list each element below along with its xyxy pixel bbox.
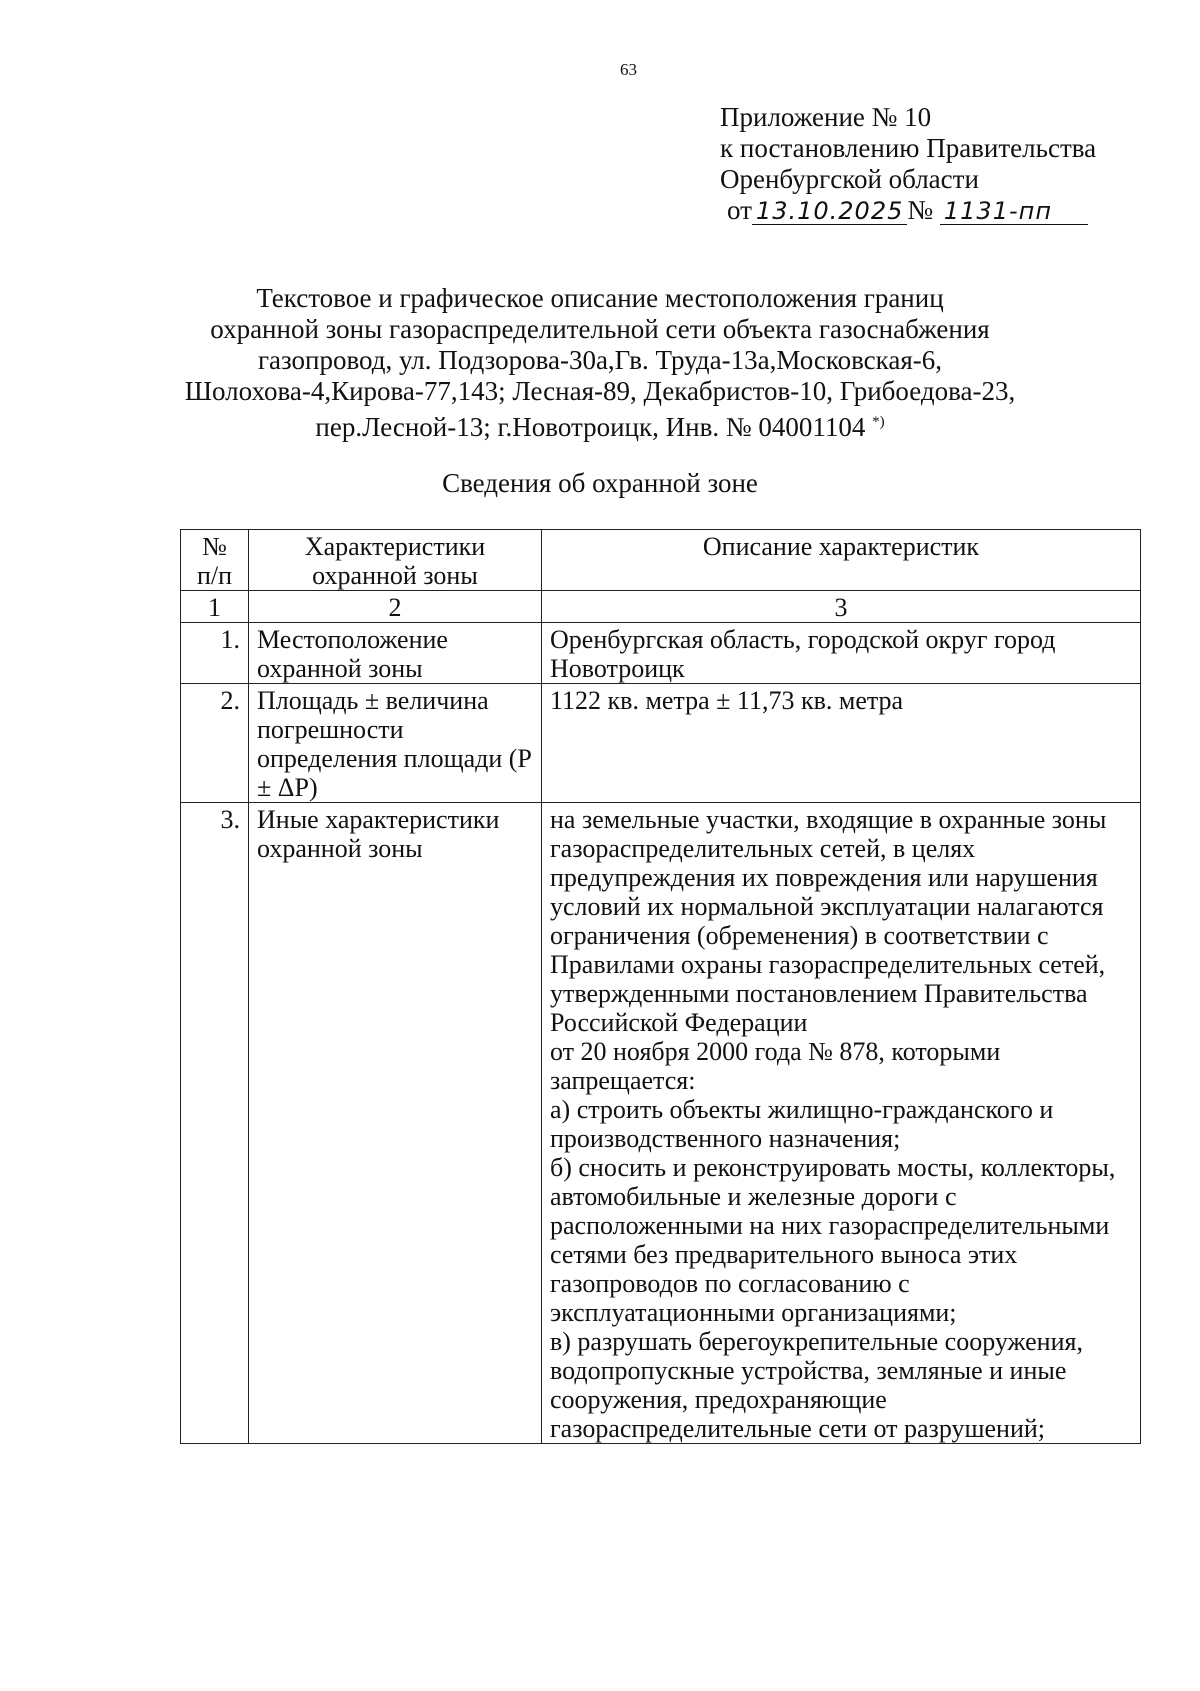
description-paragraph: а) строить объекты жилищно-гражданского и производственного назначения; xyxy=(550,1095,1054,1153)
row-number: 1. xyxy=(181,623,249,684)
header-characteristic: Характеристики охранной зоны xyxy=(249,530,542,591)
protection-zone-table xyxy=(180,529,1141,1444)
description-paragraph: 1122 кв. метра ± 11,73 кв. метра xyxy=(550,686,904,715)
description-paragraph: на земельные участки, входящие в охранные зоны газораспределительных сетей, в целях предупреждения их повреждения или нарушения условий их нормальной эксплуатации налагаются ограничения (обременения) в соответствии с Правилами охраны газораспределительных сетей, утвержденными постановлением Правительства Российской Федерации xyxy=(550,805,1107,1037)
column-number-row xyxy=(181,591,1141,623)
appendix-region-line: Оренбургской области xyxy=(720,164,979,194)
row-characteristic: Площадь ± величина погрешности определения площади (P ± ΔP) xyxy=(249,684,542,803)
row-number: 2. xyxy=(181,684,249,803)
row-characteristic: Иные характеристики охранной зоны xyxy=(249,803,542,1444)
row-characteristic: Местоположение охранной зоны xyxy=(249,623,542,684)
row-description xyxy=(542,803,1141,1444)
table-row xyxy=(181,684,1141,803)
row-description xyxy=(542,684,1141,803)
description-paragraph: от 20 ноября 2000 года № 878, которыми запрещается: xyxy=(550,1037,1001,1095)
footnote-mark: *) xyxy=(872,414,885,430)
description-paragraph: Оренбургская область, городской округ город Новотроицк xyxy=(550,625,1056,683)
title-line: Шолохова-4,Кирова-77,143; Лесная-89, Декабристов-10, Грибоедова-23, xyxy=(184,376,1016,406)
handwritten-number: 1131-пп xyxy=(940,198,1088,225)
table-row xyxy=(181,803,1141,1444)
description-paragraph: б) сносить и реконструировать мосты, коллекторы, автомобильные и железные дороги с расположенными на них газораспределительными сетями без предварительного выноса этих газопроводов по согласованию с эксплуатационными организациями; xyxy=(550,1153,1116,1327)
row-number: 3. xyxy=(181,803,249,1444)
number-label: № xyxy=(907,195,934,225)
title-line-text: пер.Лесной-13; г.Новотроицк, Инв. № 04001104 xyxy=(315,412,866,442)
from-label: от xyxy=(727,195,752,225)
page-number: 63 xyxy=(620,60,637,79)
header-number: № п/п xyxy=(181,530,249,591)
title-line xyxy=(150,407,1050,443)
appendix-title: Приложение № 10 xyxy=(720,102,932,132)
appendix-decree-line: к постановлению Правительства xyxy=(720,133,1097,163)
column-number: 2 xyxy=(249,591,542,623)
row-description xyxy=(542,623,1141,684)
document-title xyxy=(150,283,1050,443)
column-number: 1 xyxy=(181,591,249,623)
title-line: охранной зоны газораспределительной сети объекта газоснабжения xyxy=(210,314,990,344)
table-header-row xyxy=(181,530,1141,591)
title-line: Текстовое и графическое описание местоположения границ xyxy=(256,283,944,313)
handwritten-date: 13.10.2025 xyxy=(752,198,907,225)
section-title: Сведения об охранной зоне xyxy=(442,468,758,498)
column-number: 3 xyxy=(542,591,1141,623)
header-description: Описание характеристик xyxy=(542,530,1141,591)
description-paragraph: в) разрушать берегоукрепительные сооружения, водопропускные устройства, земляные и иные сооружения, предохраняющие газораспределительные сети от разрушений; xyxy=(550,1327,1083,1443)
title-line: газопровод, ул. Подзорова-30а,Гв. Труда-13а,Московская-6, xyxy=(257,345,943,375)
table-row xyxy=(181,623,1141,684)
appendix-block xyxy=(720,102,1096,226)
appendix-date-number-line xyxy=(727,195,1096,226)
